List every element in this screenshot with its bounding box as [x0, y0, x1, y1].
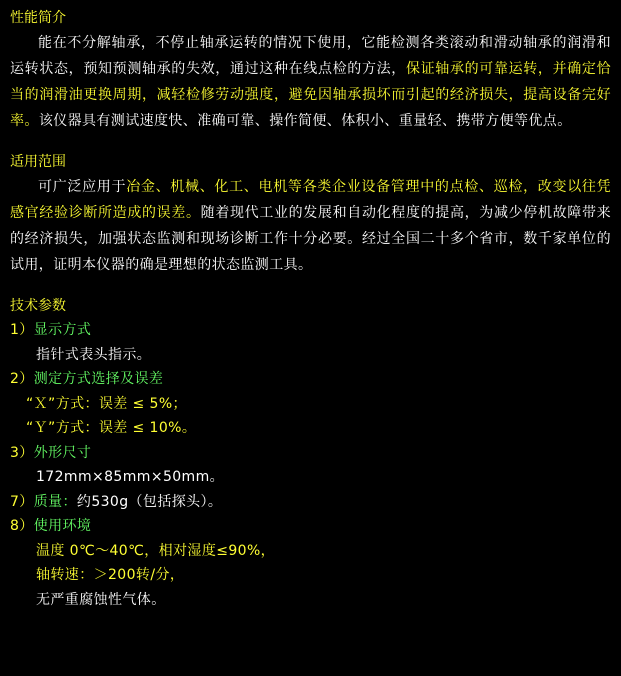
- spec-item-value: 指针式表头指示。: [36, 346, 152, 363]
- spec-item-value: 约530g（包括探头）。: [76, 493, 223, 510]
- spec-item-title: 显示方式: [33, 322, 92, 338]
- scope-heading: 适用范围: [10, 154, 66, 170]
- spec-item-environment: [10, 514, 611, 539]
- performance-section: [10, 6, 611, 134]
- specs-section: [10, 294, 611, 612]
- spec-item-number: 8）: [10, 518, 34, 534]
- spec-item-value: 172mm×85mm×50mm。: [36, 469, 225, 485]
- spec-env-temperature: 温度 0℃～40℃，相对湿度≤90%，: [36, 542, 276, 559]
- spec-item-number: 1）: [10, 322, 34, 338]
- spec-item-number: 7）: [10, 493, 34, 510]
- scope-section: [10, 150, 611, 278]
- spec-env-gas: 无严重腐蚀性气体。: [36, 591, 166, 608]
- scope-paragraph: [10, 174, 611, 278]
- spec-item-display: [10, 318, 611, 343]
- spec-item-title: 质量：: [33, 493, 77, 510]
- spec-mode-x: “Ｘ”方式：误差 ≤ 5%；: [26, 395, 187, 412]
- performance-heading: 性能简介: [10, 10, 66, 26]
- scope-text-1: 可广泛应用于: [38, 179, 127, 195]
- spec-item-title: 测定方式选择及误差: [33, 371, 164, 387]
- spec-item-title: 外形尺寸: [33, 444, 92, 461]
- spec-mode-y: “Ｙ”方式：误差 ≤ 10%。: [26, 420, 197, 436]
- spec-item-mode: [10, 367, 611, 392]
- spec-item-weight: [10, 490, 611, 515]
- spec-item-number: 2）: [10, 371, 34, 387]
- performance-text-3: 该仪器具有测试速度快、准确可靠、操作简便、体积小、重量轻、携带方便等优点。: [38, 113, 572, 129]
- specs-heading: 技术参数: [10, 298, 66, 314]
- scope-text-highlight: 冶金、机械、化工、电机等各类企业设备管理中的点检、巡检，改变以往凭感官经验诊断所造成的误差。: [10, 179, 611, 221]
- spec-item-title: 使用环境: [33, 518, 92, 534]
- performance-paragraph: [10, 30, 611, 134]
- spec-env-speed: 轴转速：＞200转/分，: [36, 567, 185, 583]
- spec-item-dimensions: [10, 441, 611, 466]
- performance-text-highlight: 保证轴承的可靠运转，并确定恰当的润滑油更换周期，减轻检修劳动强度，避免因轴承损坏而引起的经济损失，提高设备完好率。: [10, 61, 611, 129]
- spec-item-number: 3）: [10, 444, 34, 461]
- performance-text-1: 能在不分解轴承，不停止轴承运转的情况下使用，它能检测各类滚动和滑动轴承的润滑和运转状态，预知预测轴承的失效，通过这种在线点检的方法，: [10, 35, 611, 77]
- scope-text-3: 随着现代工业的发展和自动化程度的提高，为减少停机故障带来的经济损失，加强状态监测和现场诊断工作十分必要。经过全国二十多个省市，数千家单位的试用，证明本仪器的确是理想的状态监测工具。: [10, 205, 612, 273]
